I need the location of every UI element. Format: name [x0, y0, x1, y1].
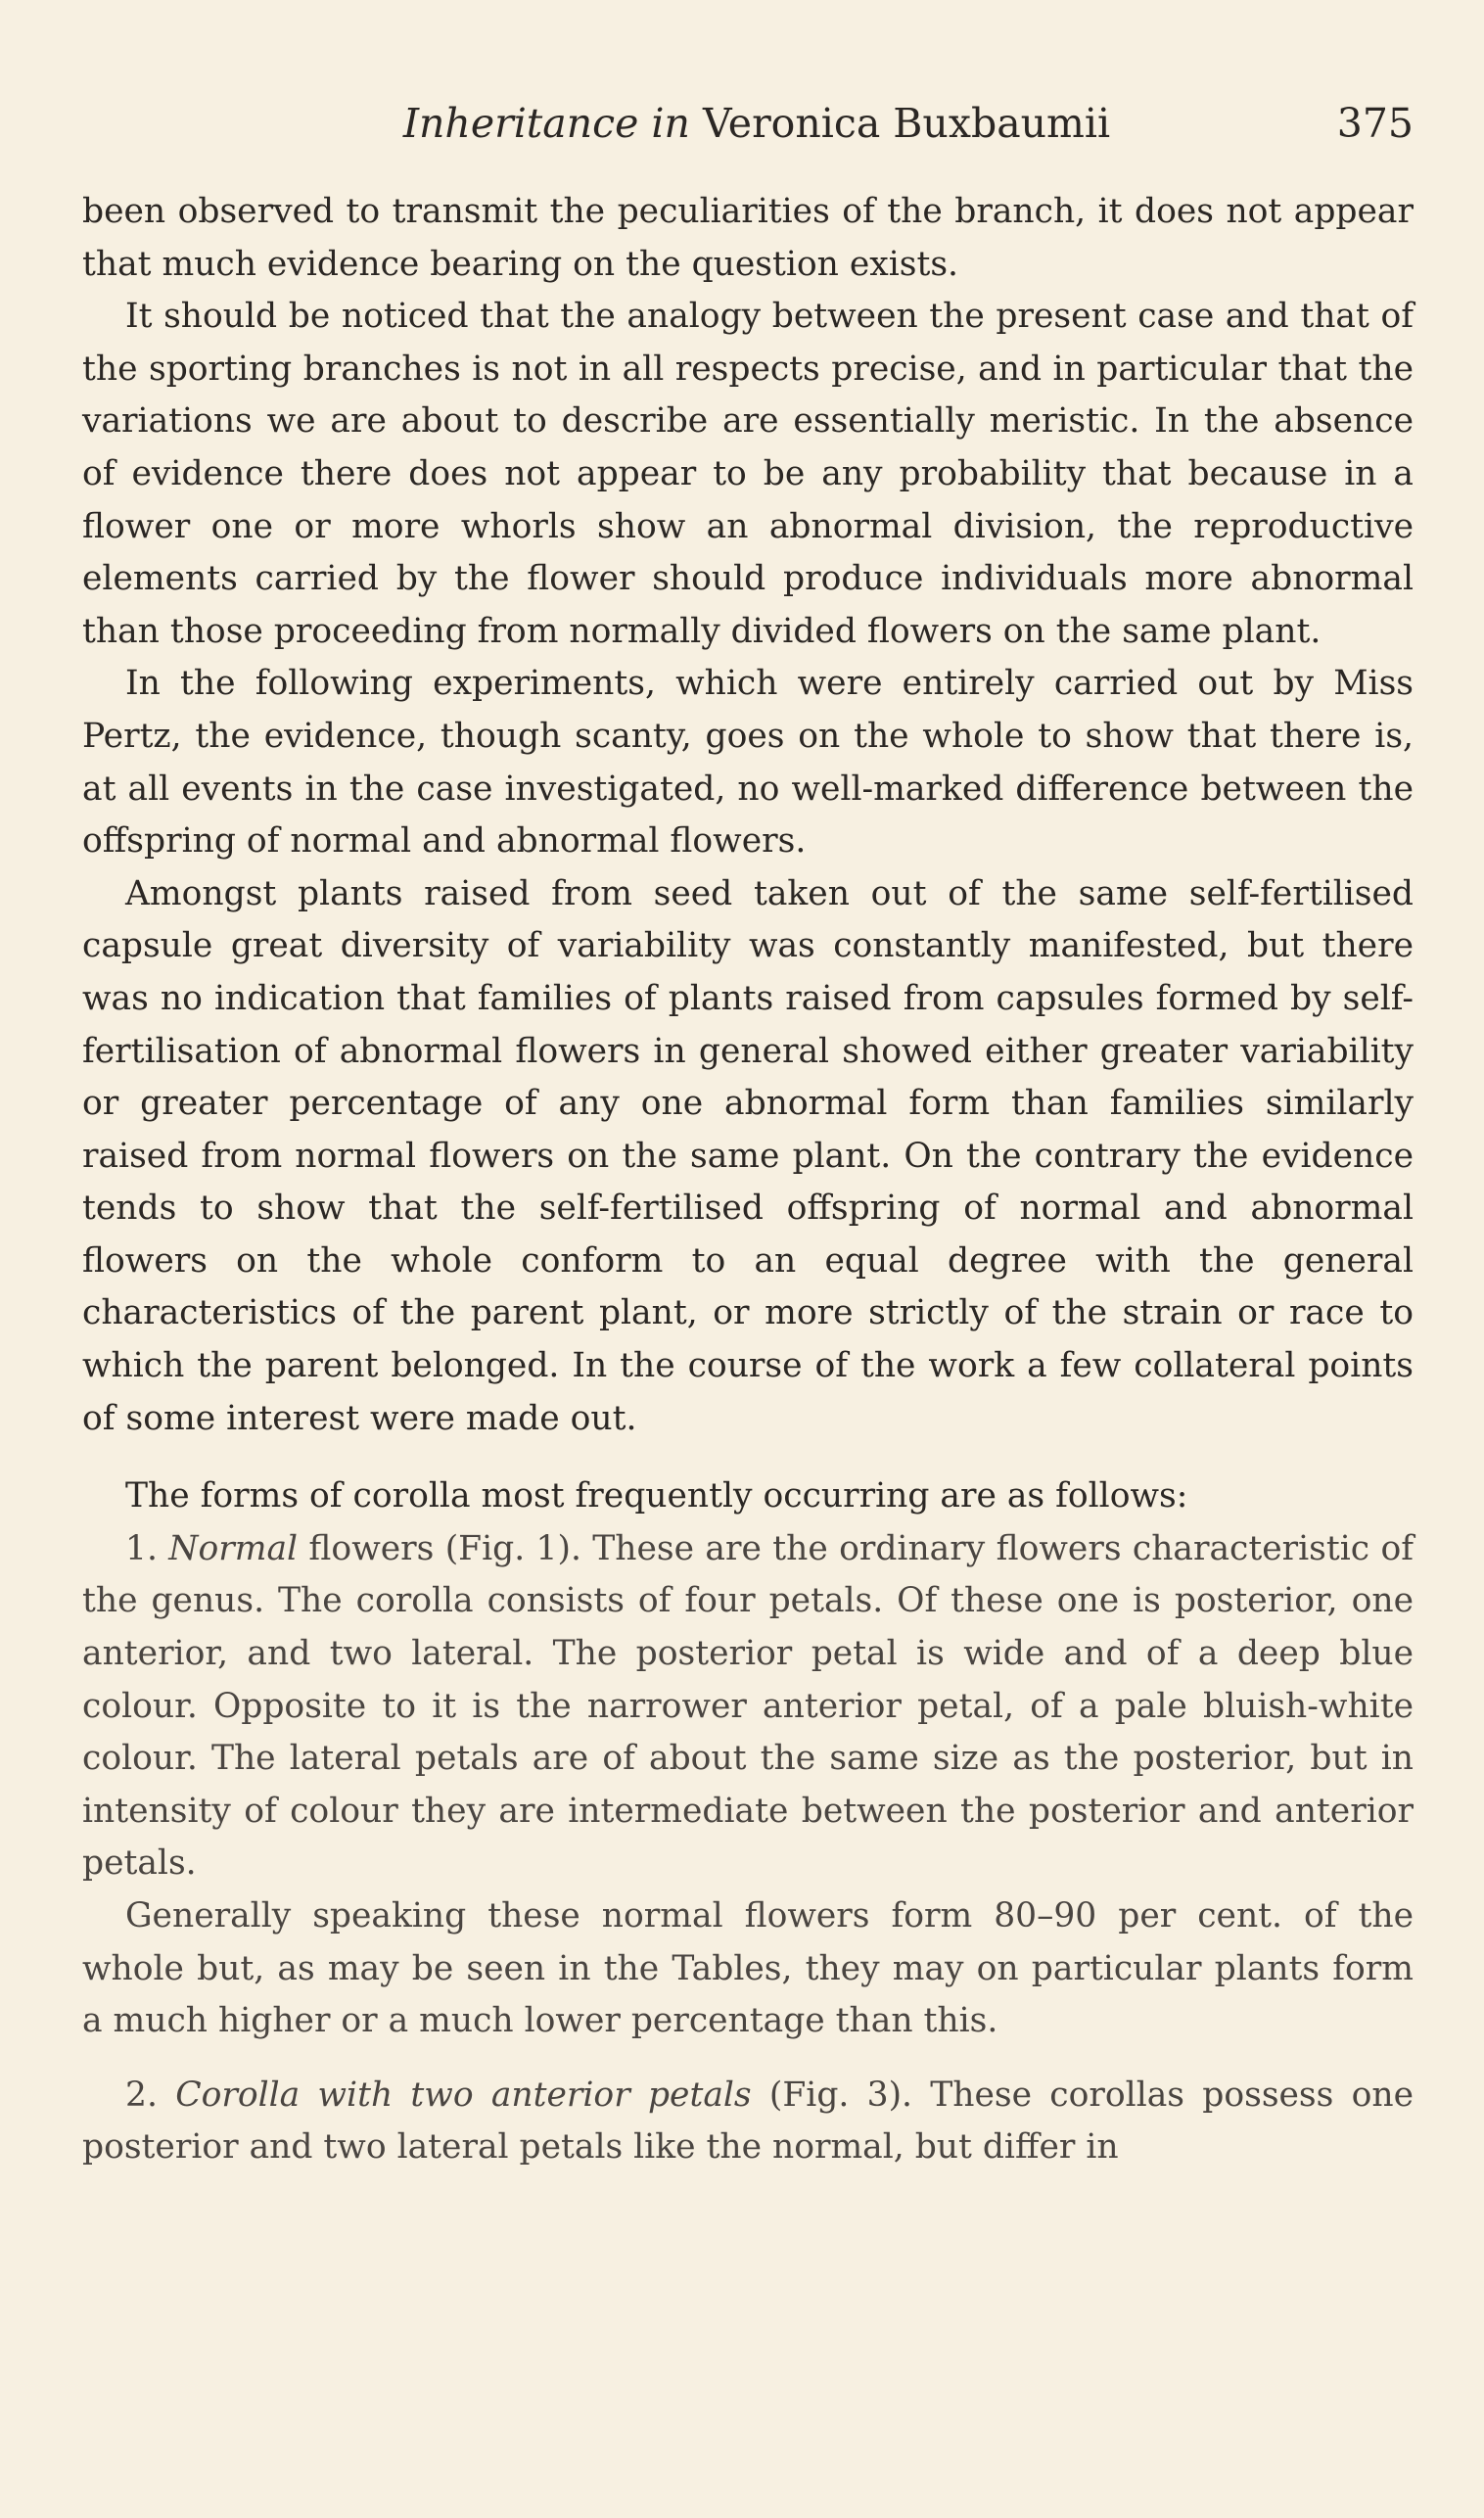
running-title-roman: Veronica Buxbaumii	[689, 100, 1111, 147]
page-number: 375	[1336, 100, 1414, 147]
two-anterior-petals-description: (Fig. 3). These corollas possess one posterior and two lateral petals like the normal, but differ in	[82, 2075, 1414, 2168]
running-head	[76, 94, 1414, 153]
running-title-italic: Inheritance in	[402, 100, 690, 147]
paragraph-two-anterior-petals	[82, 2070, 1414, 2174]
running-title	[76, 94, 1414, 153]
normal-flowers-description: flowers (Fig. 1). These are the ordinary flowers characteristic of the genus. The corolla consists of four petals. Of these one is posterior, one anterior, and two lateral. The posterior petal is wide and of a deep blue colour. Opposite to it is the narrower anterior petal, of a pale bluish-white colour. The lateral petals are of about the same size as the posterior, but in intensity of colour they are intermediate between the posterior and anterior petals.	[82, 1528, 1414, 1884]
paragraph-variability: Amongst plants raised from seed taken out of the same self-fertilised capsule great diversity of variability was constantly manifested, but there was no indication that families of plants raised from capsules formed by self-fertilisation of abnormal flowers in general showed either greater variability or greater percentage of any one abnormal form than families similarly raised from normal flowers on the same plant. On the contrary the evidence tends to show that the self-fertilised offspring of normal and abnormal flowers on the whole conform to an equal degree with the general characteristics of the parent plant, or more strictly of the strain or race to which the parent belonged. In the course of the work a few collateral points of some interest were made out.	[82, 873, 1414, 1438]
paragraph-normal-percentage: Generally speaking these normal flowers form 80–90 per cent. of the whole but, as may be seen in the Tables, they may on particular plants form a much higher or a much lower percentage than this.	[82, 1896, 1414, 2041]
term-two-anterior-petals: Corolla with two anterior petals	[175, 2075, 752, 2115]
term-normal: Normal	[168, 1528, 299, 1568]
paragraph-corolla-forms-intro: The forms of corolla most frequently occurring are as follows:	[125, 1476, 1188, 1516]
item-number-1: 1.	[125, 1528, 169, 1568]
paragraph-experiments: In the following experiments, which were entirely carried out by Miss Pertz, the evidence, though scanty, goes on the whole to show that there is, at all events in the case investigated, no well-marked difference between the offspring of normal and abnormal flowers.	[82, 664, 1414, 862]
item-number-2: 2.	[125, 2075, 176, 2115]
paragraph-continued: been observed to transmit the peculiarities of the branch, it does not appear that much evidence bearing on the question exists.	[82, 192, 1414, 284]
body-text	[82, 186, 1414, 2174]
paragraph-normal-flowers	[82, 1523, 1414, 1890]
paragraph-analogy: It should be noticed that the analogy between the present case and that of the sporting branches is not in all respects precise, and in particular that the variations we are about to describe are essentially meristic. In the absence of evidence there does not appear to be any probability that because in a flower one or more whorls show an abnormal division, the reproductive elements carried by the flower should produce individuals more abnormal than those proceeding from normally divided flowers on the same plant.	[82, 297, 1414, 651]
